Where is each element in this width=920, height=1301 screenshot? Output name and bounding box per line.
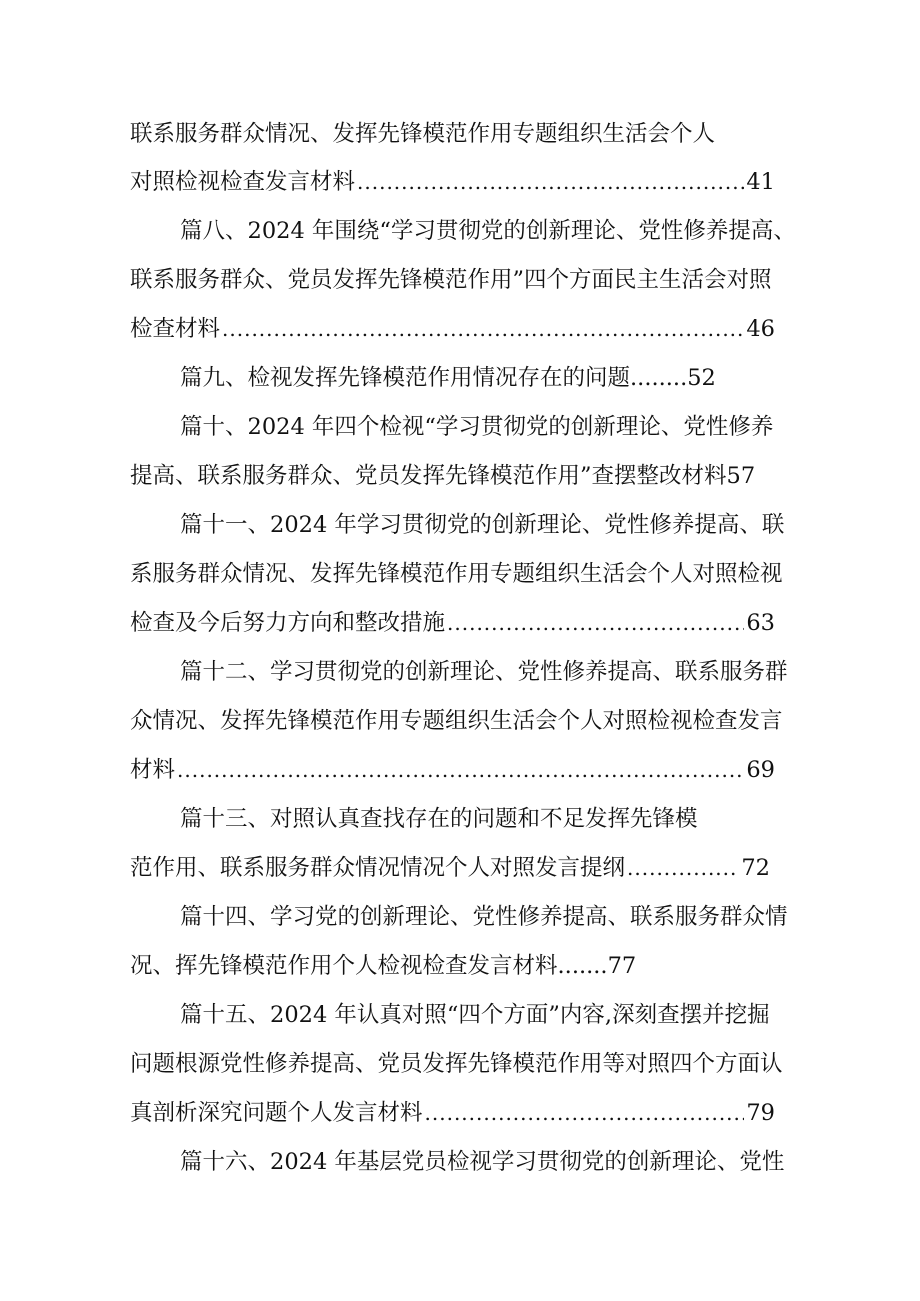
dot-leader (357, 162, 744, 202)
toc-entry[interactable] (180, 358, 716, 398)
toc-entry[interactable] (130, 750, 775, 790)
toc-line: 篇十五、2024 年认真对照“四个方面”内容,深刻查摆并挖掘 (180, 1002, 770, 1028)
toc-page-number: 69 (746, 757, 775, 783)
toc-line: 问题根源党性修养提高、党员发挥先锋模范作用等对照四个方面认 (130, 1051, 783, 1077)
toc-page-number: 79 (746, 1100, 775, 1126)
dot-leader (627, 848, 739, 888)
toc-entry[interactable] (130, 603, 775, 643)
toc-entry-title: 材料 (130, 757, 176, 783)
toc-entry[interactable] (130, 848, 770, 888)
dot-leader: ....... (557, 953, 608, 979)
toc-line: 联系服务群众情况、发挥先锋模范作用专题组织生活会个人 (130, 121, 716, 147)
toc-entry-title: 范作用、联系服务群众情况情况个人对照发言提纲 (130, 855, 626, 881)
toc-entry-title: 篇九、检视发挥先锋模范作用情况存在的问题 (180, 365, 631, 391)
dot-leader (177, 750, 744, 790)
toc-page-number: 52 (687, 365, 716, 391)
toc-entry-title: 对照检视检查发言材料 (130, 169, 356, 195)
toc-line: 篇十四、学习党的创新理论、党性修养提高、联系服务群众情 (180, 904, 788, 930)
toc-line: 篇十二、学习贯彻党的创新理论、党性修养提高、联系服务群 (180, 659, 788, 685)
toc-line: 篇十三、对照认真查找存在的问题和不足发挥先锋模 (180, 806, 698, 832)
toc-line: 篇十、2024 年四个检视“学习贯彻党的创新理论、党性修养 (180, 414, 774, 440)
toc-line: 篇十六、2024 年基层党员检视学习贯彻党的创新理论、党性 (180, 1149, 785, 1175)
toc-entry-title: 检查材料 (130, 316, 221, 342)
toc-line: 篇八、2024 年围绕“学习贯彻党的创新理论、党性修养提高、 (180, 218, 796, 244)
toc-entry-title: 真剖析深究问题个人发言材料 (130, 1100, 423, 1126)
dot-leader (425, 1093, 745, 1133)
dot-leader (447, 603, 744, 643)
toc-page-number: 41 (746, 169, 775, 195)
toc-entry[interactable]: 提高、联系服务群众、党员发挥先锋模范作用”查摆整改材料57 (130, 463, 756, 489)
toc-entry[interactable] (130, 946, 636, 986)
toc-page-number: 46 (746, 316, 775, 342)
toc-page-number: 63 (746, 610, 775, 636)
toc-line: 篇十一、2024 年学习贯彻党的创新理论、党性修养提高、联 (180, 512, 785, 538)
toc-entry[interactable] (130, 1093, 775, 1133)
toc-page-number: 72 (741, 855, 770, 881)
dot-leader: ........ (630, 365, 688, 391)
toc-entry-title: 况、挥先锋模范作用个人检视检查发言材料 (130, 953, 558, 979)
toc-line: 联系服务群众、党员发挥先锋模范作用”四个方面民主生活会对照 (130, 267, 772, 293)
toc-page-number: 77 (607, 953, 637, 979)
toc-line: 系服务群众情况、发挥先锋模范作用专题组织生活会个人对照检视 (130, 561, 783, 587)
dot-leader (222, 309, 744, 349)
toc-entry[interactable] (130, 162, 775, 202)
toc-entry[interactable] (130, 309, 775, 349)
toc-line: 众情况、发挥先锋模范作用专题组织生活会个人对照检视检查发言 (130, 708, 783, 734)
toc-entry-title: 检查及今后努力方向和整改措施 (130, 610, 446, 636)
